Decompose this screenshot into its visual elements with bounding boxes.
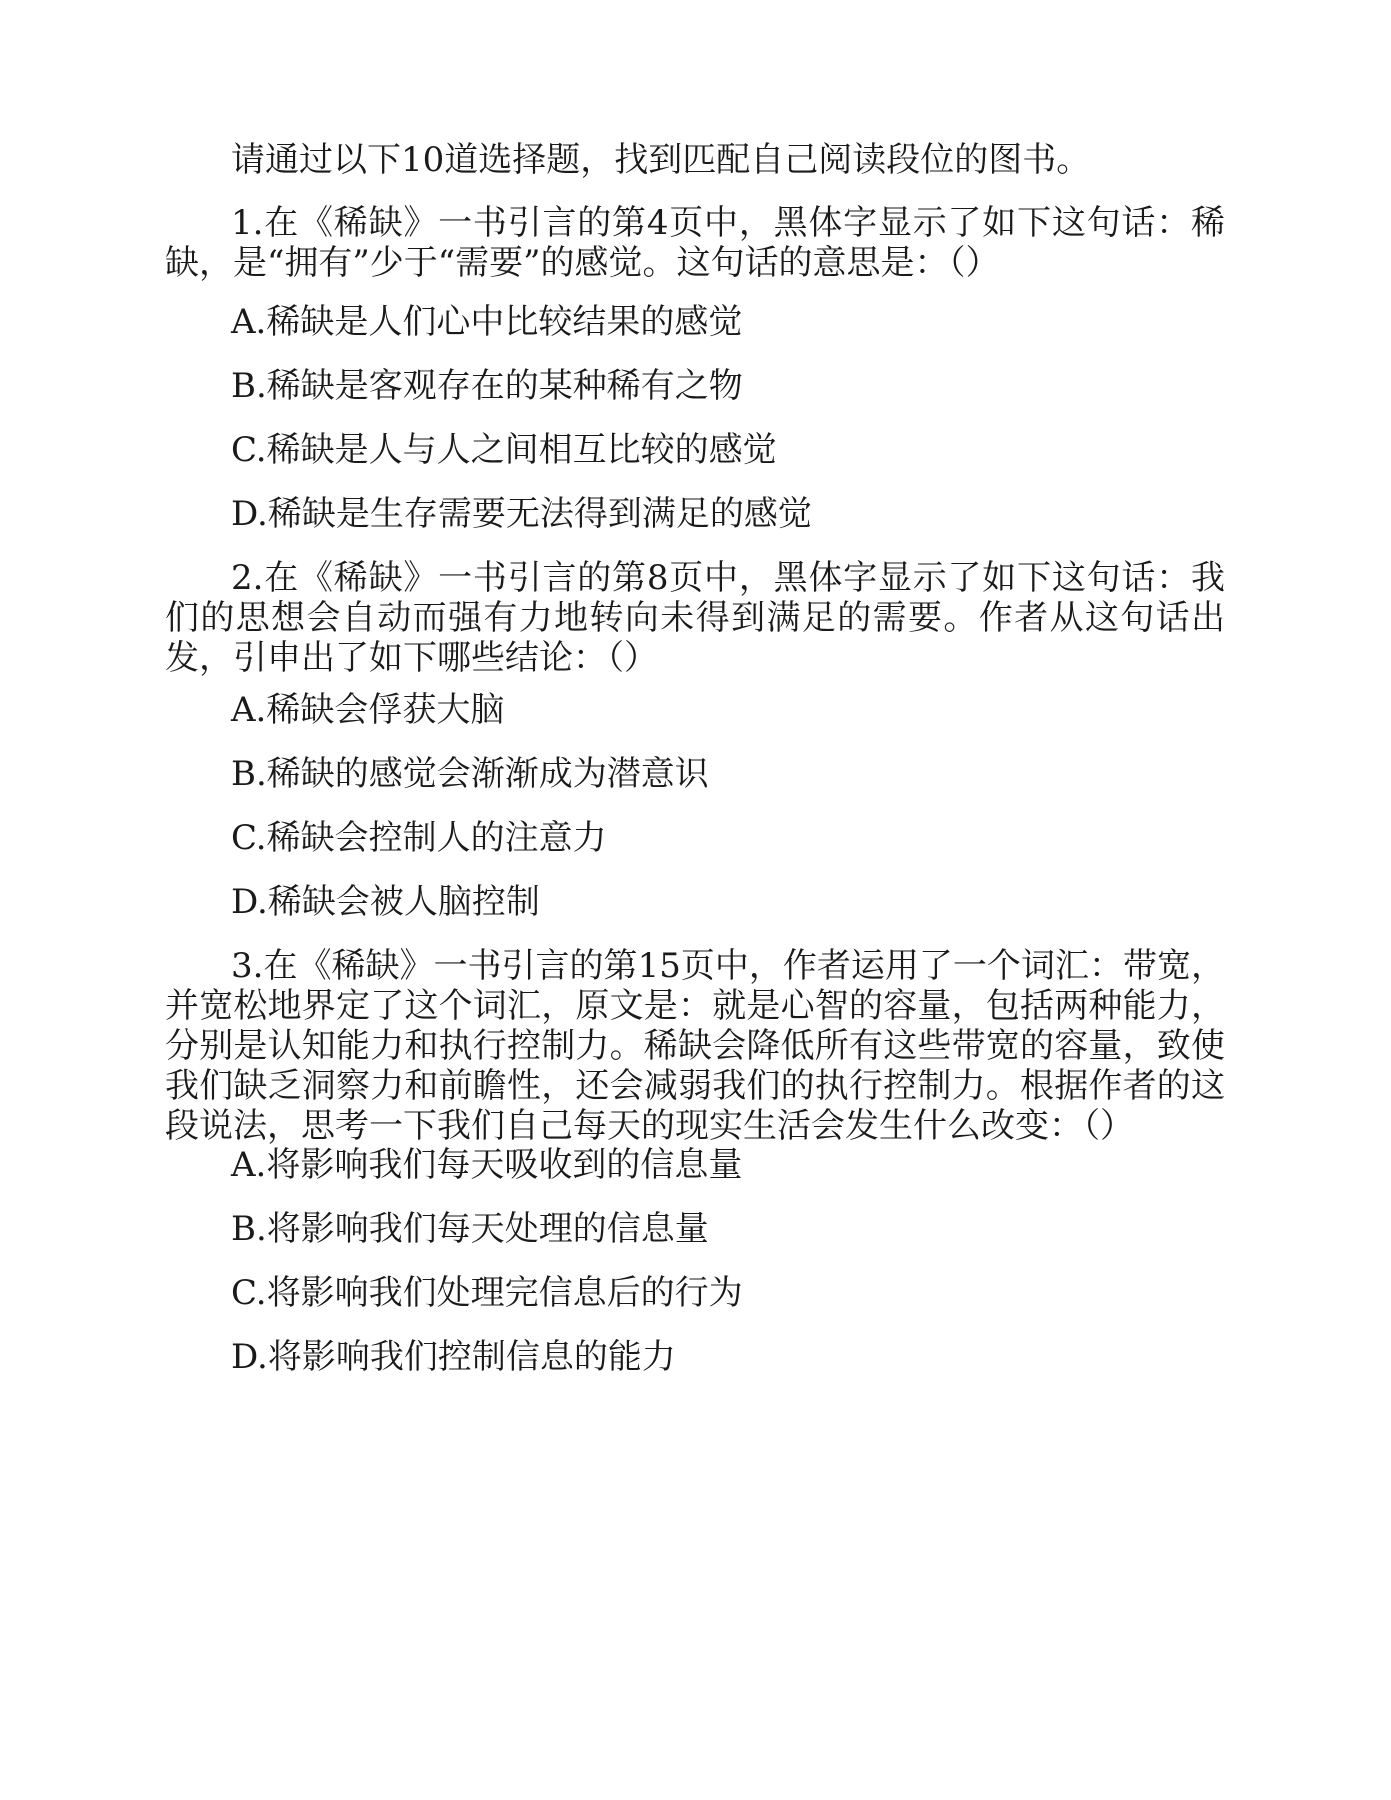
question-1-option-a: A.稀缺是人们心中比较结果的感觉 xyxy=(231,302,743,342)
question-2-option-c: C.稀缺会控制人的注意力 xyxy=(231,818,607,858)
question-2-option-a: A.稀缺会俘获大脑 xyxy=(231,690,505,730)
question-2-option-b: B.稀缺的感觉会渐渐成为潜意识 xyxy=(231,754,709,794)
question-1-option-c: C.稀缺是人与人之间相互比较的感觉 xyxy=(231,430,777,470)
question-2-stem: 2.在《稀缺》一书引言的第8页中，黑体字显示了如下这句话：我们的思想会自动而强有力地转向未得到满足的需要。作者从这句话出发，引申出了如下哪些结论：（） xyxy=(165,558,1225,678)
question-1-option-d: D.稀缺是生存需要无法得到满足的感觉 xyxy=(231,494,812,534)
question-3-stem: 3.在《稀缺》一书引言的第15页中，作者运用了一个词汇：带宽，并宽松地界定了这个词汇，原文是：就是心智的容量，包括两种能力，分别是认知能力和执行控制力。稀缺会降低所有这些带宽的容量，致使我们缺乏洞察力和前瞻性，还会减弱我们的执行控制力。根据作者的这段说法，思考一下我们自己每天的现实生活会发生什么改变：（） xyxy=(165,946,1225,1146)
question-3-option-b: B.将影响我们每天处理的信息量 xyxy=(231,1209,709,1249)
intro-text: 请通过以下10道选择题，找到匹配自己阅读段位的图书。 xyxy=(231,140,1091,180)
question-3-option-c: C.将影响我们处理完信息后的行为 xyxy=(231,1273,743,1313)
question-1-stem: 1.在《稀缺》一书引言的第4页中，黑体字显示了如下这句话：稀缺，是“拥有”少于“需要”的感觉。这句话的意思是：（） xyxy=(165,203,1225,283)
question-3-option-a: A.将影响我们每天吸收到的信息量 xyxy=(231,1145,743,1185)
question-3-option-d: D.将影响我们控制信息的能力 xyxy=(231,1337,676,1377)
question-1-option-b: B.稀缺是客观存在的某种稀有之物 xyxy=(231,366,743,406)
question-2-option-d: D.稀缺会被人脑控制 xyxy=(231,882,540,922)
